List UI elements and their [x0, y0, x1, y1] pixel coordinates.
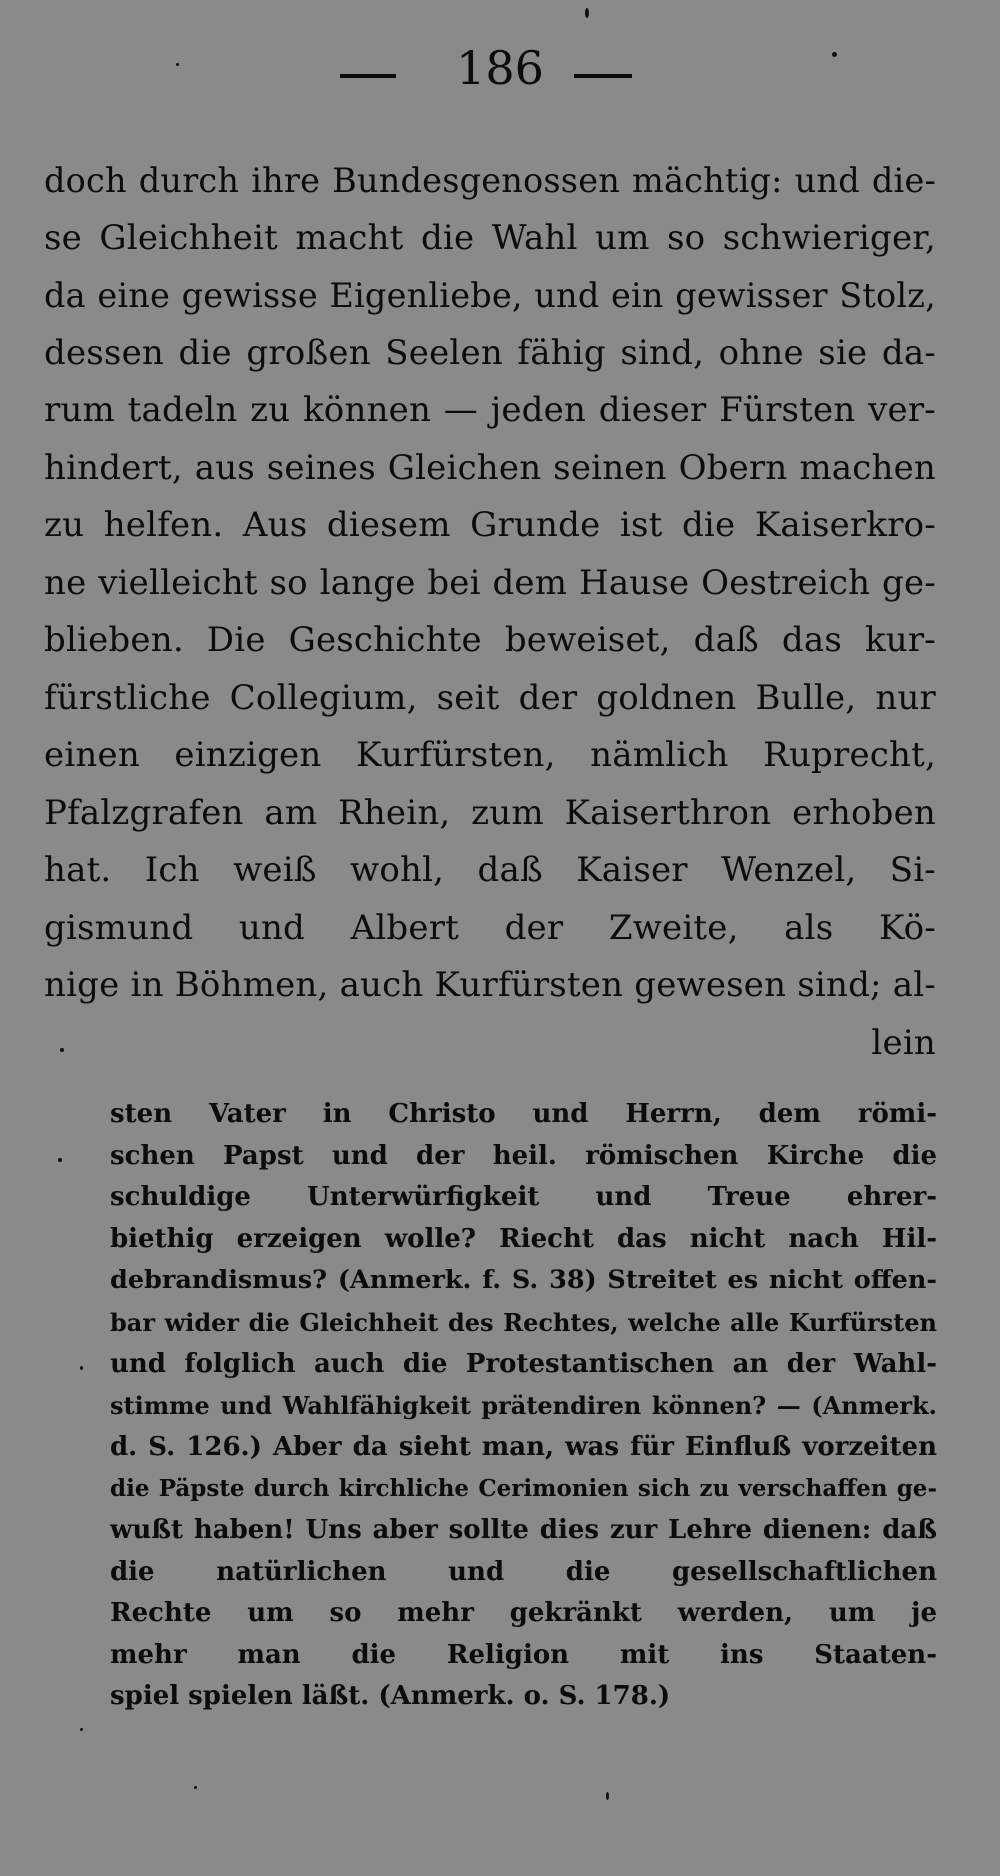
header-dash-right — [574, 74, 632, 78]
footnote-line: die Päpste durch kirchliche Cerimonien sich zu verschaffen ge- — [110, 1475, 937, 1503]
footnote-line: sten Vater in Christo und Herrn, dem römi- — [110, 1099, 937, 1129]
footnote-line: schen Papst und der heil. römischen Kirche die — [110, 1140, 937, 1171]
main-text-block — [44, 152, 936, 1072]
footnote-line: debrandismus? (Anmerk. f. S. 38) Streitet es nicht offen- — [110, 1265, 937, 1296]
main-text-line: Pfalzgrafen am Rhein, zum Kaiserthron erhoben — [44, 792, 936, 833]
scan-speck — [58, 1158, 62, 1162]
scan-speck — [80, 1366, 83, 1370]
main-text-line: doch durch ihre Bundesgenossen mächtig: und die- — [44, 161, 936, 200]
footnote-line: und folglich auch die Protestantischen an der Wahl- — [110, 1348, 937, 1379]
main-text-line: dessen die großen Seelen fähig sind, ohne sie da- — [44, 332, 936, 373]
page-header — [0, 38, 1000, 98]
scan-speck — [176, 63, 179, 66]
main-text-line: se Gleichheit macht die Wahl um so schwieriger, — [44, 217, 936, 258]
footnote-line: stimme und Wahlfähigkeit prätendiren können? — (Anmerk. — [110, 1391, 937, 1421]
footnote-line: die natürlichen und die gesellschaftlichen — [110, 1556, 937, 1587]
footnote-block — [110, 1094, 937, 1718]
scan-speck — [60, 1048, 64, 1052]
scan-speck — [832, 52, 837, 57]
scan-speck — [80, 1728, 83, 1731]
main-text-line: nige in Böhmen, auch Kurfürsten gewesen sind; al- — [44, 965, 936, 1005]
main-text-line: fürstliche Collegium, seit der goldnen Bulle, nur — [44, 677, 936, 718]
footnote-line: spiel spielen läßt. (Anmerk. o. S. 178.) — [110, 1681, 671, 1712]
scan-speck — [606, 1792, 609, 1800]
page-number: 186 — [456, 41, 544, 95]
scan-speck — [585, 8, 589, 18]
main-text-line: hat. Ich weiß wohl, daß Kaiser Wenzel, Si- — [44, 850, 936, 890]
footnote-line: Rechte um so mehr gekränkt werden, um je — [110, 1598, 937, 1629]
main-text-line: da eine gewisse Eigenliebe, und ein gewisser Stolz, — [44, 276, 936, 315]
main-text-line: ne vielleicht so lange bei dem Hause Oestreich ge- — [44, 562, 936, 603]
main-text-line: gismund und Albert der Zweite, als Kö- — [44, 907, 936, 948]
main-text-line: blieben. Die Geschichte beweiset, daß das kur- — [44, 620, 936, 660]
main-text-line: einen einzigen Kurfürsten, nämlich Ruprecht, — [44, 735, 936, 775]
scan-speck — [194, 1786, 197, 1789]
footnote-line: d. S. 126.) Aber da sieht man, was für Einfluß vorzeiten — [110, 1431, 937, 1462]
main-text-line: rum tadeln zu können — jeden dieser Fürsten ver- — [44, 390, 936, 430]
main-text-line: hindert, aus seines Gleichen seinen Obern machen — [44, 447, 936, 488]
footnote-line: wußt haben! Uns aber sollte dies zur Lehre dienen: daß — [110, 1514, 937, 1545]
main-text-line: zu helfen. Aus diesem Grunde ist die Kaiserkro- — [44, 505, 936, 545]
footnote-line: bar wider die Gleichheit des Rechtes, welche alle Kurfürsten — [110, 1307, 937, 1337]
header-dash-left — [340, 74, 396, 78]
footnote-line: schuldige Unterwürfigkeit und Treue ehrer- — [110, 1182, 937, 1213]
footnote-line: mehr man die Religion mit ins Staaten- — [110, 1639, 937, 1670]
main-text-catchword: lein — [871, 1022, 936, 1063]
footnote-line: biethig erzeigen wolle? Riecht das nicht nach Hil- — [110, 1223, 937, 1254]
